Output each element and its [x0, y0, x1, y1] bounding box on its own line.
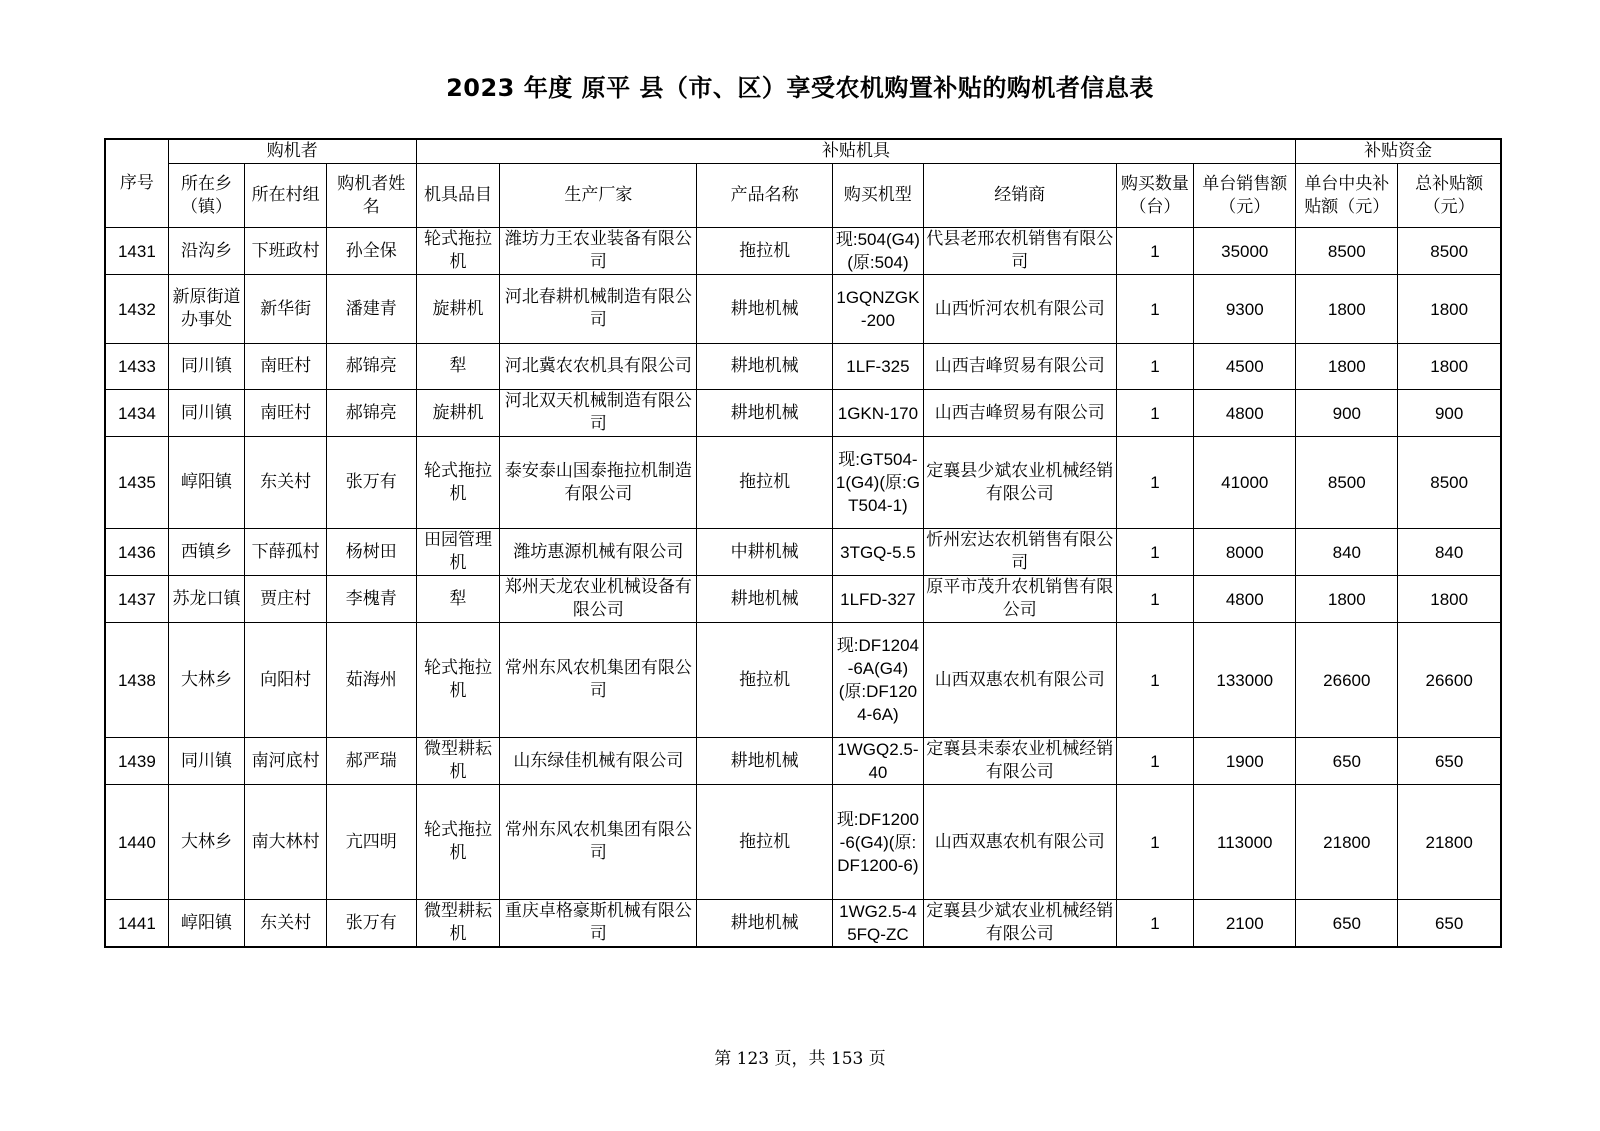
- cell-price: 8000: [1194, 529, 1296, 576]
- cell-qty: 1: [1116, 785, 1194, 900]
- cell-name: 杨树田: [326, 529, 416, 576]
- cell-price: 113000: [1194, 785, 1296, 900]
- cell-maker: 常州东风农机集团有限公司: [500, 785, 697, 900]
- cell-product: 耕地机械: [697, 344, 833, 390]
- cell-name: 郝严瑞: [326, 738, 416, 785]
- cell-dealer: 定襄县耒泰农业机械经销有限公司: [923, 738, 1116, 785]
- cell-model: 3TGQ-5.5: [833, 529, 924, 576]
- table-row: [105, 900, 1501, 948]
- cell-name: 张万有: [326, 437, 416, 529]
- table-row: [105, 228, 1501, 275]
- cell-category: 旋耕机: [416, 275, 500, 344]
- cell-town: 苏龙口镇: [168, 576, 245, 623]
- cell-price: 133000: [1194, 623, 1296, 738]
- cell-category: 轮式拖拉机: [416, 437, 500, 529]
- cell-town: 同川镇: [168, 738, 245, 785]
- group-buyer: 购机者: [168, 139, 416, 164]
- cell-seq: 1441: [105, 900, 168, 948]
- cell-central: 840: [1296, 529, 1398, 576]
- cell-category: 轮式拖拉机: [416, 785, 500, 900]
- cell-qty: 1: [1116, 623, 1194, 738]
- cell-product: 耕地机械: [697, 738, 833, 785]
- cell-product: 拖拉机: [697, 785, 833, 900]
- cell-village: 南河底村: [245, 738, 327, 785]
- cell-qty: 1: [1116, 529, 1194, 576]
- cell-category: 轮式拖拉机: [416, 228, 500, 275]
- cell-maker: 郑州天龙农业机械设备有限公司: [500, 576, 697, 623]
- header-total: 总补贴额（元）: [1398, 164, 1501, 228]
- cell-central: 1800: [1296, 576, 1398, 623]
- cell-village: 南大林村: [245, 785, 327, 900]
- cell-maker: 泰安泰山国泰拖拉机制造有限公司: [500, 437, 697, 529]
- cell-model: 1WGQ2.5-40: [833, 738, 924, 785]
- cell-price: 35000: [1194, 228, 1296, 275]
- cell-town: 西镇乡: [168, 529, 245, 576]
- cell-price: 9300: [1194, 275, 1296, 344]
- table-row: [105, 344, 1501, 390]
- cell-category: 微型耕耘机: [416, 900, 500, 948]
- cell-village: 东关村: [245, 900, 327, 948]
- cell-product: 耕地机械: [697, 275, 833, 344]
- cell-model: 1WG2.5-45FQ-ZC: [833, 900, 924, 948]
- cell-seq: 1433: [105, 344, 168, 390]
- cell-central: 1800: [1296, 275, 1398, 344]
- cell-category: 轮式拖拉机: [416, 623, 500, 738]
- cell-maker: 山东绿佳机械有限公司: [500, 738, 697, 785]
- cell-seq: 1440: [105, 785, 168, 900]
- cell-total: 840: [1398, 529, 1501, 576]
- cell-total: 650: [1398, 900, 1501, 948]
- cell-price: 4800: [1194, 576, 1296, 623]
- cell-village: 东关村: [245, 437, 327, 529]
- cell-seq: 1435: [105, 437, 168, 529]
- cell-name: 茹海州: [326, 623, 416, 738]
- page-footer: 第 123 页，共 153 页: [714, 1049, 886, 1069]
- cell-central: 8500: [1296, 228, 1398, 275]
- cell-central: 900: [1296, 390, 1398, 437]
- table-row: [105, 785, 1501, 900]
- cell-central: 26600: [1296, 623, 1398, 738]
- cell-total: 1800: [1398, 275, 1501, 344]
- cell-product: 中耕机械: [697, 529, 833, 576]
- cell-maker: 潍坊力王农业装备有限公司: [500, 228, 697, 275]
- cell-dealer: 忻州宏达农机销售有限公司: [923, 529, 1116, 576]
- cell-qty: 1: [1116, 275, 1194, 344]
- cell-town: 崞阳镇: [168, 437, 245, 529]
- cell-town: 大林乡: [168, 785, 245, 900]
- cell-village: 南旺村: [245, 344, 327, 390]
- cell-qty: 1: [1116, 738, 1194, 785]
- document-title: 2023 年度 原平 县（市、区）享受农机购置补贴的购机者信息表: [446, 74, 1154, 102]
- cell-village: 新华街: [245, 275, 327, 344]
- cell-seq: 1437: [105, 576, 168, 623]
- cell-qty: 1: [1116, 900, 1194, 948]
- cell-name: 亢四明: [326, 785, 416, 900]
- header-seq: 序号: [105, 139, 168, 228]
- cell-central: 650: [1296, 738, 1398, 785]
- cell-category: 旋耕机: [416, 390, 500, 437]
- cell-total: 650: [1398, 738, 1501, 785]
- cell-name: 郝锦亮: [326, 344, 416, 390]
- cell-maker: 重庆卓格豪斯机械有限公司: [500, 900, 697, 948]
- cell-dealer: 山西吉峰贸易有限公司: [923, 390, 1116, 437]
- cell-category: 田园管理机: [416, 529, 500, 576]
- cell-dealer: 山西双惠农机有限公司: [923, 785, 1116, 900]
- table-row: [105, 576, 1501, 623]
- cell-model: 现:DF1204-6A(G4)(原:DF1204-6A): [833, 623, 924, 738]
- cell-dealer: 原平市茂升农机销售有限公司: [923, 576, 1116, 623]
- cell-seq: 1432: [105, 275, 168, 344]
- table-row: [105, 623, 1501, 738]
- header-product: 产品名称: [697, 164, 833, 228]
- cell-town: 大林乡: [168, 623, 245, 738]
- cell-model: 现:504(G4)(原:504): [833, 228, 924, 275]
- cell-category: 犁: [416, 576, 500, 623]
- cell-dealer: 山西双惠农机有限公司: [923, 623, 1116, 738]
- cell-name: 孙全保: [326, 228, 416, 275]
- header-qty: 购买数量（台）: [1116, 164, 1194, 228]
- cell-total: 900: [1398, 390, 1501, 437]
- cell-dealer: 代县老邢农机销售有限公司: [923, 228, 1116, 275]
- cell-maker: 常州东风农机集团有限公司: [500, 623, 697, 738]
- cell-seq: 1434: [105, 390, 168, 437]
- header-dealer: 经销商: [923, 164, 1116, 228]
- table-row: [105, 529, 1501, 576]
- buyer-info-table: [104, 138, 1502, 948]
- cell-name: 李槐青: [326, 576, 416, 623]
- header-model: 购买机型: [833, 164, 924, 228]
- table-row: [105, 437, 1501, 529]
- cell-product: 拖拉机: [697, 623, 833, 738]
- cell-qty: 1: [1116, 344, 1194, 390]
- cell-product: 拖拉机: [697, 228, 833, 275]
- cell-qty: 1: [1116, 437, 1194, 529]
- cell-total: 1800: [1398, 344, 1501, 390]
- cell-name: 张万有: [326, 900, 416, 948]
- cell-price: 1900: [1194, 738, 1296, 785]
- cell-total: 21800: [1398, 785, 1501, 900]
- header-maker: 生产厂家: [500, 164, 697, 228]
- cell-maker: 河北冀农农机具有限公司: [500, 344, 697, 390]
- cell-total: 8500: [1398, 437, 1501, 529]
- cell-product: 耕地机械: [697, 390, 833, 437]
- table-row: [105, 275, 1501, 344]
- header-central: 单台中央补贴额（元）: [1296, 164, 1398, 228]
- cell-maker: 河北春耕机械制造有限公司: [500, 275, 697, 344]
- cell-town: 崞阳镇: [168, 900, 245, 948]
- header-name: 购机者姓名: [326, 164, 416, 228]
- cell-model: 1LF-325: [833, 344, 924, 390]
- cell-seq: 1431: [105, 228, 168, 275]
- cell-dealer: 山西吉峰贸易有限公司: [923, 344, 1116, 390]
- cell-town: 沿沟乡: [168, 228, 245, 275]
- cell-village: 下薛孤村: [245, 529, 327, 576]
- cell-category: 微型耕耘机: [416, 738, 500, 785]
- cell-central: 8500: [1296, 437, 1398, 529]
- header-price: 单台销售额（元）: [1194, 164, 1296, 228]
- cell-model: 现:GT504-1(G4)(原:GT504-1): [833, 437, 924, 529]
- cell-product: 耕地机械: [697, 576, 833, 623]
- cell-model: 1GKN-170: [833, 390, 924, 437]
- cell-model: 现:DF1200-6(G4)(原:DF1200-6): [833, 785, 924, 900]
- cell-central: 1800: [1296, 344, 1398, 390]
- cell-town: 同川镇: [168, 390, 245, 437]
- cell-price: 2100: [1194, 900, 1296, 948]
- cell-seq: 1436: [105, 529, 168, 576]
- cell-name: 郝锦亮: [326, 390, 416, 437]
- cell-seq: 1438: [105, 623, 168, 738]
- cell-total: 8500: [1398, 228, 1501, 275]
- group-funds: 补贴资金: [1296, 139, 1501, 164]
- cell-product: 拖拉机: [697, 437, 833, 529]
- cell-model: 1GQNZGK-200: [833, 275, 924, 344]
- cell-price: 4500: [1194, 344, 1296, 390]
- cell-model: 1LFD-327: [833, 576, 924, 623]
- header-village: 所在村组: [245, 164, 327, 228]
- cell-product: 耕地机械: [697, 900, 833, 948]
- cell-village: 向阳村: [245, 623, 327, 738]
- cell-dealer: 定襄县少斌农业机械经销有限公司: [923, 900, 1116, 948]
- cell-price: 4800: [1194, 390, 1296, 437]
- cell-qty: 1: [1116, 576, 1194, 623]
- cell-dealer: 定襄县少斌农业机械经销有限公司: [923, 437, 1116, 529]
- cell-village: 下班政村: [245, 228, 327, 275]
- cell-total: 26600: [1398, 623, 1501, 738]
- cell-central: 650: [1296, 900, 1398, 948]
- table-row: [105, 738, 1501, 785]
- cell-total: 1800: [1398, 576, 1501, 623]
- cell-dealer: 山西忻河农机有限公司: [923, 275, 1116, 344]
- cell-price: 41000: [1194, 437, 1296, 529]
- cell-maker: 潍坊惠源机械有限公司: [500, 529, 697, 576]
- group-machine: 补贴机具: [416, 139, 1296, 164]
- header-town: 所在乡（镇）: [168, 164, 245, 228]
- cell-name: 潘建青: [326, 275, 416, 344]
- cell-qty: 1: [1116, 390, 1194, 437]
- header-category: 机具品目: [416, 164, 500, 228]
- cell-qty: 1: [1116, 228, 1194, 275]
- cell-village: 贾庄村: [245, 576, 327, 623]
- cell-central: 21800: [1296, 785, 1398, 900]
- cell-town: 同川镇: [168, 344, 245, 390]
- cell-town: 新原街道办事处: [168, 275, 245, 344]
- cell-maker: 河北双天机械制造有限公司: [500, 390, 697, 437]
- cell-village: 南旺村: [245, 390, 327, 437]
- table-row: [105, 390, 1501, 437]
- cell-category: 犁: [416, 344, 500, 390]
- cell-seq: 1439: [105, 738, 168, 785]
